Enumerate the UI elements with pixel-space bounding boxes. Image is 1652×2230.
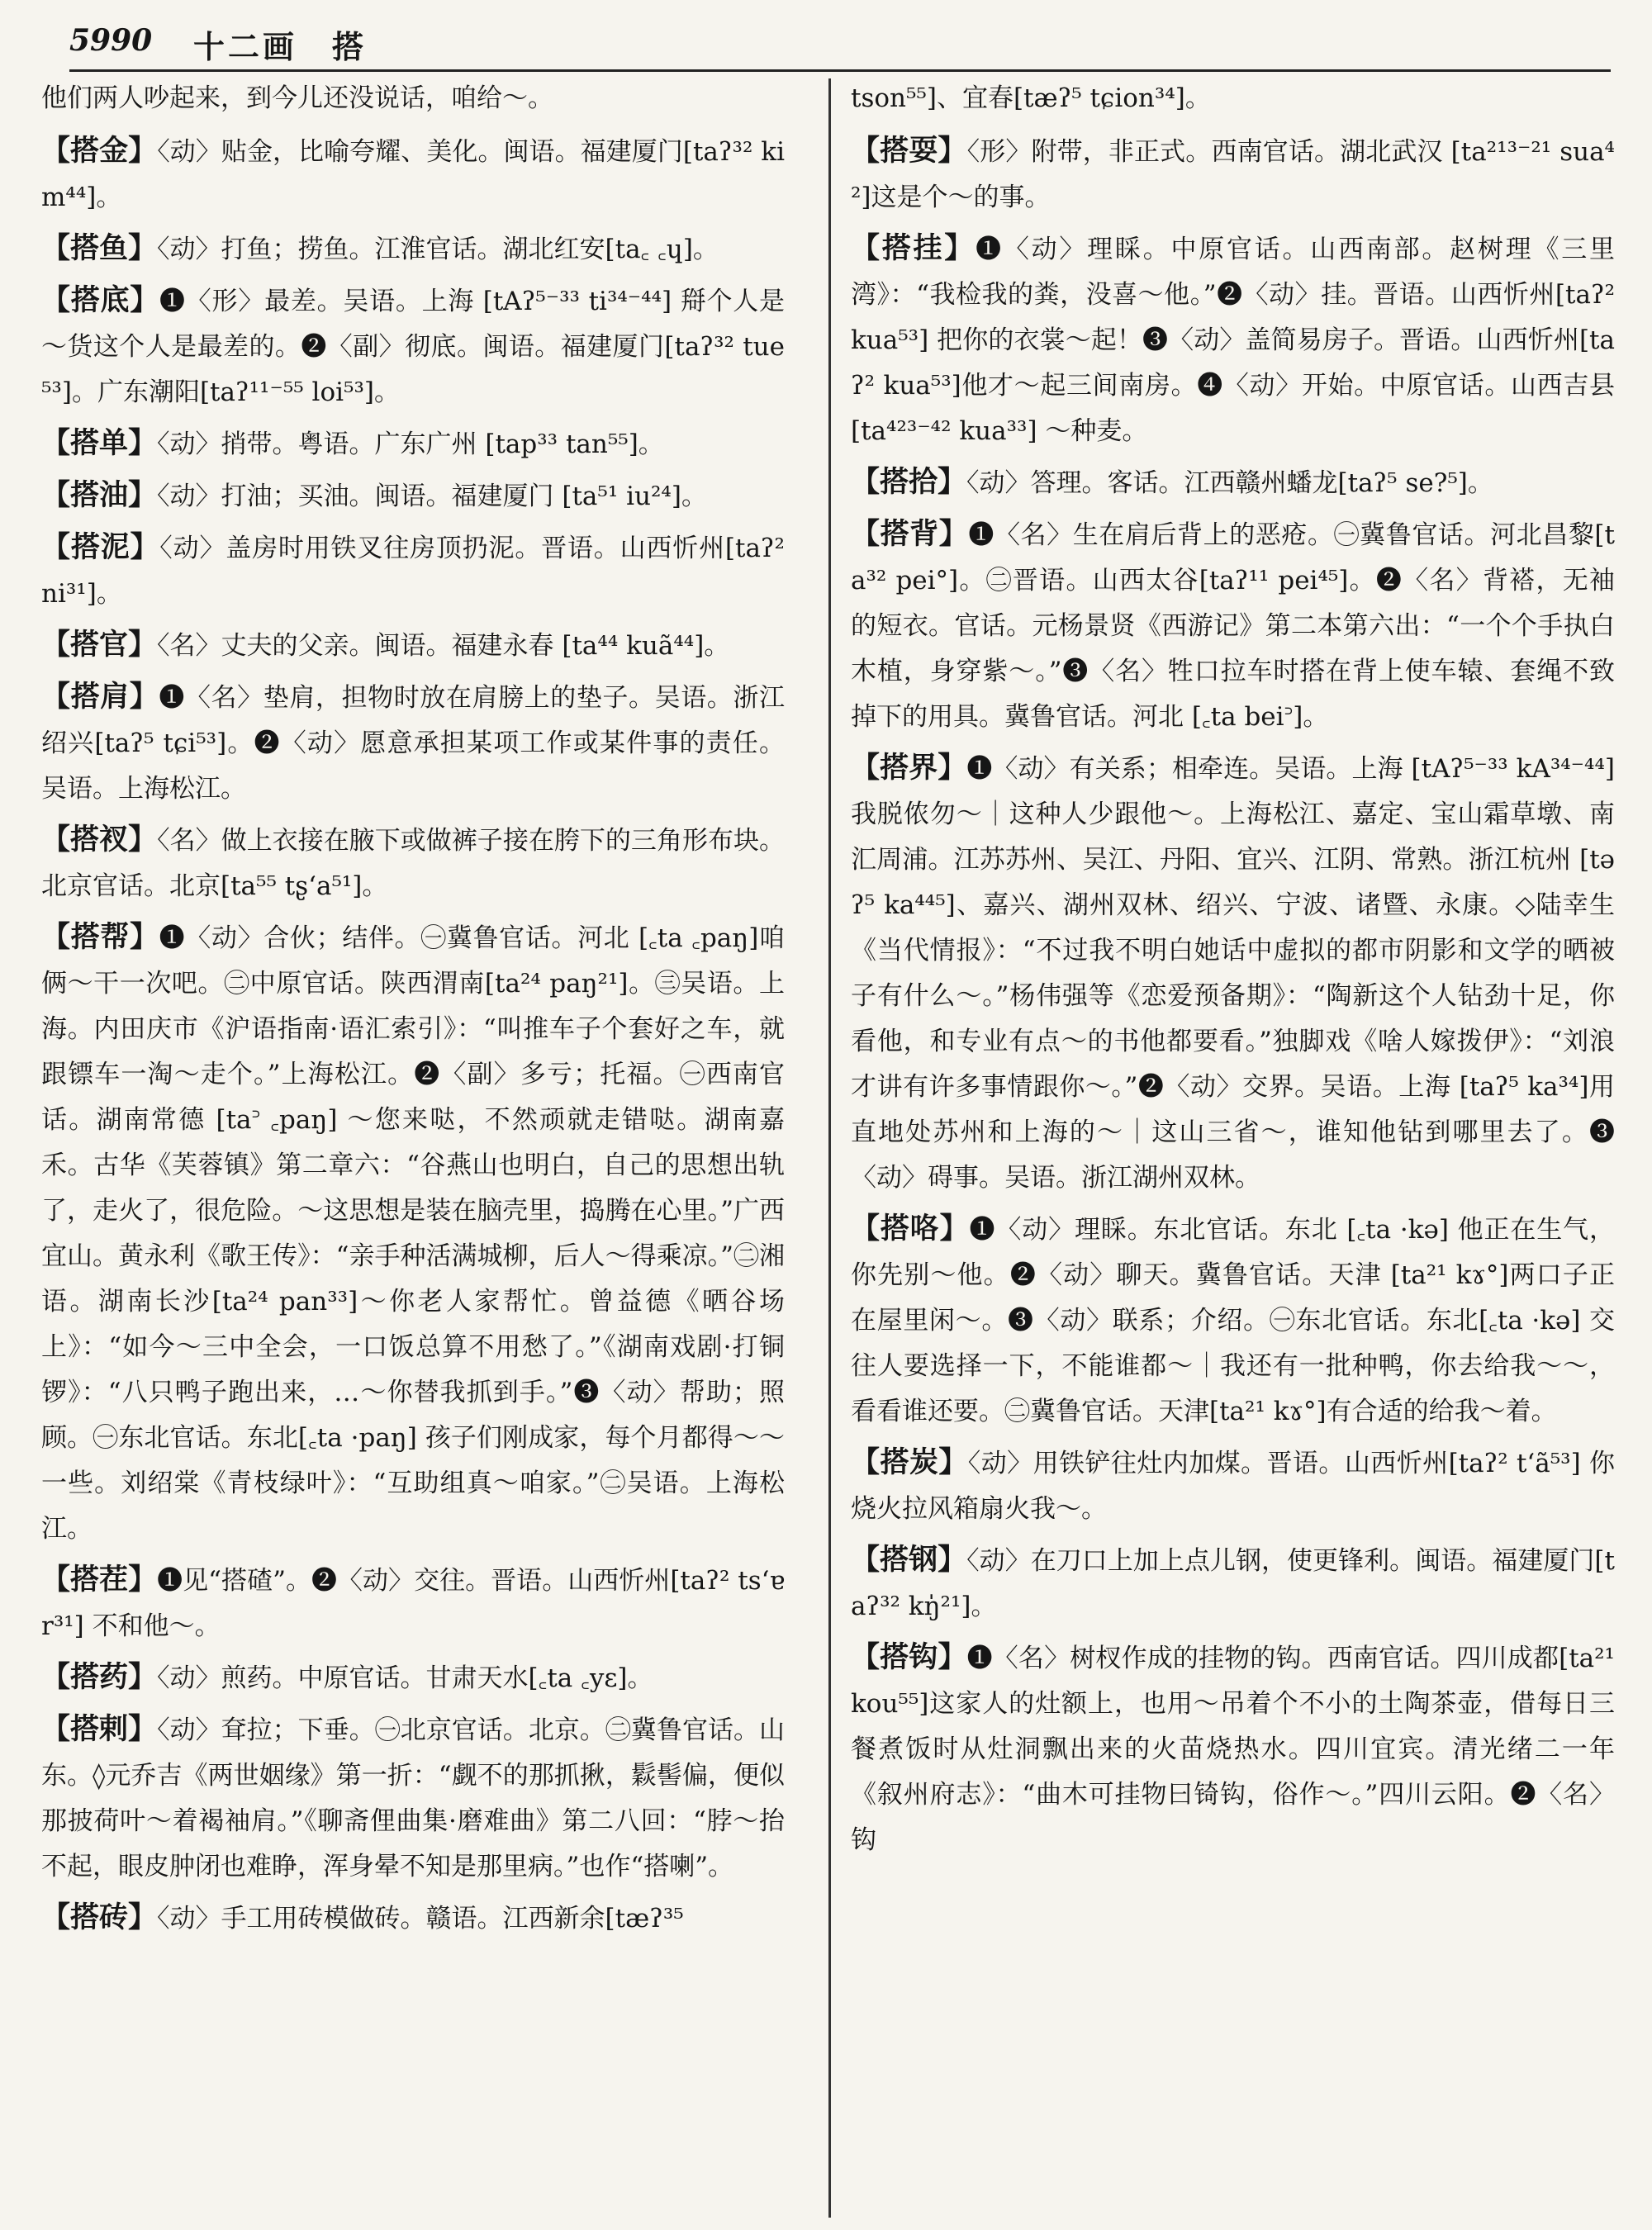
entry-text: tson⁵⁵]、宜春[tæʔ⁵ tɕion³⁴]。 <box>851 83 1211 113</box>
page-header <box>69 20 1611 68</box>
dictionary-entry <box>41 278 785 415</box>
entry-text: ❶〈形〉最差。吴语。上海 [tAʔ⁵⁻³³ ti³⁴⁻⁴⁴] 搿个人是～货这个人是最差的。❷〈副〉彻底。闽语。福建厦门[taʔ³² tue⁵³]。广东潮阳[taʔ¹¹⁻⁵⁵ loi⁵³]。 <box>41 287 785 407</box>
entry-text: 〈名〉丈夫的父亲。闽语。福建永春 [ta⁴⁴ kuã⁴⁴]。 <box>157 631 730 661</box>
entry-text: 〈动〉煎药。中原官话。甘肃天水[꜀ta ꜀yɛ]。 <box>157 1663 653 1693</box>
dictionary-entry <box>41 622 785 669</box>
entry-headword: 【搭炭】 <box>851 1445 968 1479</box>
dictionary-entry <box>851 745 1615 1201</box>
dictionary-entry <box>41 472 785 520</box>
entry-headword: 【搭金】 <box>41 134 158 168</box>
column-divider <box>828 78 831 2218</box>
entry-headword: 【搭剌】 <box>41 1712 158 1746</box>
entry-headword: 【搭油】 <box>41 478 158 512</box>
entry-headword: 【搭钢】 <box>851 1543 967 1577</box>
dictionary-entry <box>41 674 785 812</box>
entry-text: ❶〈名〉树杈作成的挂物的钩。西南官话。四川成都[ta²¹ kou⁵⁵]这家人的灶额上，也用～吊着个不小的土陶茶壶，借每日三餐煮饭时从灶洞飘出来的火苗烧热水。四川宜宾。清光绪二一年《叙州府志》：“曲木可挂物曰锜钩，俗作～。”四川云阳。❷〈名〉钩 <box>851 1644 1615 1855</box>
dictionary-entry <box>851 1635 1615 1863</box>
entry-headword: 【搭官】 <box>41 628 158 662</box>
entry-headword: 【搭帮】 <box>41 920 159 954</box>
dictionary-entry <box>41 128 785 221</box>
entry-text: 〈动〉贴金，比喻夸耀、美化。闽语。福建厦门[taʔ³² kim⁴⁴]。 <box>41 137 785 212</box>
section-title: 十二画 搭 <box>193 28 368 65</box>
dictionary-entry <box>851 1440 1615 1532</box>
entry-headword: 【搭背】 <box>851 517 969 551</box>
entry-continuation <box>851 76 1615 121</box>
entry-headword: 【搭砖】 <box>41 1900 158 1934</box>
entry-headword: 【搭挂】 <box>851 231 976 265</box>
entry-headword: 【搭钩】 <box>851 1640 967 1674</box>
entry-text: 〈名〉做上衣接在腋下或做裤子接在胯下的三角形布块。北京官话。北京[ta⁵⁵ tʂʻa⁵¹]。 <box>41 826 785 901</box>
entry-headword: 【搭药】 <box>41 1660 158 1694</box>
entry-text: 〈动〉耷拉；下垂。㊀北京官话。北京。㊁冀鲁官话。山东。◊元乔吉《两世姻缘》第一折：“觑不的那抓揪，鬏髻偏，便似那披荷叶～着褐袖肩。”《聊斋俚曲集·磨难曲》第二八回：“脖～抬不起，眼皮肿闭也难睁，浑身晕不知是那里病。”也作“搭喇”。 <box>41 1715 785 1881</box>
entry-text: ❶〈名〉垫肩，担物时放在肩膀上的垫子。吴语。浙江绍兴[taʔ⁵ tɕi⁵³]。❷〈动〉愿意承担某项工作或某件事的责任。吴语。上海松江。 <box>41 683 785 804</box>
page-number: 5990 <box>69 23 153 58</box>
dictionary-entry <box>851 511 1615 740</box>
dictionary-entry <box>41 1895 785 1942</box>
entry-text: 〈动〉在刀口上加上点儿钢，使更锋利。闽语。福建厦门[taʔ³² kŋ̍²¹]。 <box>851 1546 1615 1621</box>
entry-text: 〈动〉用铁铲往灶内加煤。晋语。山西忻州[taʔ² tʻã⁵³] 你烧火拉风箱扇火我～。 <box>851 1449 1615 1524</box>
entry-text: 〈动〉答理。客话。江西赣州蟠龙[taʔ⁵ se?⁵]。 <box>966 468 1493 498</box>
entry-headword: 【搭肩】 <box>41 680 159 714</box>
entry-headword: 【搭拾】 <box>851 465 967 499</box>
entry-headword: 【搭耍】 <box>851 134 967 168</box>
entry-headword: 【搭茬】 <box>41 1563 158 1597</box>
dictionary-entry <box>851 128 1615 221</box>
entry-text: ❶〈名〉生在肩后背上的恶疮。㊀冀鲁官话。河北昌黎[ta³² pei°]。㊁晋语。山西太谷[taʔ¹¹ pei⁴⁵]。❷〈名〉背褡，无袖的短衣。官话。元杨景贤《西游记》第二本第六出：“一个个手执白木植，身穿紫～。”❸〈名〉牲口拉车时搭在背上使车辕、套绳不致掉下的用具。冀鲁官话。河北 [꜀ta bei꜄]。 <box>851 520 1615 732</box>
entry-text: 〈形〉附带，非正式。西南官话。湖北武汉 [ta²¹³⁻²¹ sua⁴²]这是个～的事。 <box>851 137 1615 212</box>
entry-headword: 【搭泥】 <box>41 530 160 564</box>
entry-text: 〈动〉打鱼；捞鱼。江淮官话。湖北红安[ta꜀ ꜀ɥ]。 <box>157 235 719 264</box>
entry-text: 〈动〉手工用砖模做砖。赣语。江西新余[tæʔ³⁵ <box>157 1904 684 1933</box>
entry-headword: 【搭底】 <box>41 283 160 317</box>
entry-headword: 【搭鱼】 <box>41 231 158 265</box>
dictionary-entry <box>41 1654 785 1701</box>
dictionary-entry <box>851 459 1615 506</box>
right-column <box>851 76 1615 1868</box>
left-column <box>41 76 785 1947</box>
entry-text: ❶见“搭碴”。❷〈动〉交往。晋语。山西忻州[taʔ² tsʻɐr³¹] 不和他～。 <box>41 1566 785 1641</box>
header-rule <box>69 69 1611 72</box>
entry-text: ❶〈动〉合伙；结伴。㊀冀鲁官话。河北 [꜀ta ꜀paŋ]咱俩～干一次吧。㊁中原官话。陕西渭南[ta²⁴ paŋ²¹]。㊂吴语。上海。内田庆市《沪语指南·语汇索引》：“叫推车子个套好之车，就跟镖车一淘～走个。”上海松江。❷〈副〉多亏；托福。㊀西南官话。湖南常德 [ta꜄ ꜀paŋ] ～您来哒，不然顽就走错哒。湖南嘉禾。古华《芙蓉镇》第二章六：“谷燕山也明白，自己的思想出轨了，走火了，很危险。～这思想是装在脑壳里，捣腾在心里。”广西宜山。黄永利《歌王传》：“亲手种活满城柳，后人～得乘凉。”㊁湘语。湖南长沙[ta²⁴ pan³³]～你老人家帮忙。曾益德《晒谷场上》：“如今～三中全会，一口饭总算不用愁了。”《湖南戏剧·打铜锣》：“八只鸭子跑出来，…～你替我抓到手。”❸〈动〉帮助；照顾。㊀东北官话。东北[꜀ta ·paŋ] 孩子们刚成家，每个月都得～～一些。刘绍棠《青枝绿叶》：“互助组真～咱家。”㊁吴语。上海松江。 <box>41 923 785 1544</box>
entry-headword: 【搭界】 <box>851 751 967 785</box>
dictionary-entry <box>41 817 785 909</box>
dictionary-entry <box>41 1706 785 1890</box>
entry-text: ❶〈动〉理睬。中原官话。山西南部。赵树理《三里湾》：“我检我的粪，没喜～他。”❷〈动〉挂。晋语。山西忻州[taʔ² kua⁵³] 把你的衣裳～起！❸〈动〉盖简易房子。晋语。山西忻州[taʔ² kua⁵³]他才～起三间南房。❹〈动〉开始。中原官话。山西吉县 [ta⁴²³⁻⁴² kua³³] ～种麦。 <box>851 235 1615 446</box>
entry-continuation <box>41 76 785 121</box>
dictionary-entry <box>41 914 785 1552</box>
dictionary-entry <box>41 1557 785 1649</box>
entry-text: 〈动〉捎带。粤语。广东广州 [tap³³ tan⁵⁵]。 <box>157 429 664 459</box>
entry-headword: 【搭单】 <box>41 426 158 460</box>
entry-text: ❶〈动〉理睬。东北官话。东北 [꜀ta ·kə] 他正在生气，你先别～他。❷〈动〉聊天。冀鲁官话。天津 [ta²¹ kɤ°]两口子正在屋里闲～。❸〈动〉联系；介绍。㊀东北官话。东北[꜀ta ·kə] 交往人要选择一下，不能谁都～｜我还有一批种鸭，你去给我～～，看看谁还要。㊁冀鲁官话。天津[ta²¹ kɤ°]有合适的给我～着。 <box>851 1215 1615 1426</box>
dictionary-entry <box>41 225 785 273</box>
dictionary-entry <box>851 225 1615 454</box>
dictionary-entry <box>41 524 785 617</box>
entry-headword: 【搭咯】 <box>851 1212 970 1245</box>
entry-headword: 【搭衩】 <box>41 823 158 856</box>
entry-text: 〈动〉打油；买油。闽语。福建厦门 [ta⁵¹ iu²⁴]。 <box>157 482 707 511</box>
entry-text: ❶〈动〉有关系；相牵连。吴语。上海 [tAʔ⁵⁻³³ kA³⁴⁻⁴⁴] 我脱侬勿～｜这种人少跟他～。上海松江、嘉定、宝山霜草墩、南汇周浦。江苏苏州、吴江、丹阳、宜兴、江阴、常熟。浙江杭州 [təʔ⁵ ka⁴⁴⁵]、嘉兴、湖州双林、绍兴、宁波、诸暨、永康。◇陆幸生《当代情报》：“不过我不明白她话中虚拟的都市阴影和文学的晒被子有什么～。”杨伟强等《恋爱预备期》：“陶新这个人钻劲十足，你看他，和专业有点～的书他都要看。”独脚戏《啥人嫁拨伊》：“刘浪才讲有许多事情跟你～。”❷〈动〉交界。吴语。上海 [taʔ⁵ ka³⁴]用直地处苏州和上海的～｜这山三省～，谁知他钻到哪里去了。❸〈动〉碍事。吴语。浙江湖州双林。 <box>851 754 1615 1193</box>
dictionary-entry <box>851 1537 1615 1630</box>
dictionary-entry <box>41 420 785 467</box>
entry-text: 他们两人吵起来，到今儿还没说话，咱给～。 <box>41 83 553 113</box>
dictionary-entry <box>851 1206 1615 1435</box>
entry-text: 〈动〉盖房时用铁叉往房顶扔泥。晋语。山西忻州[taʔ² ni³¹]。 <box>41 534 785 609</box>
